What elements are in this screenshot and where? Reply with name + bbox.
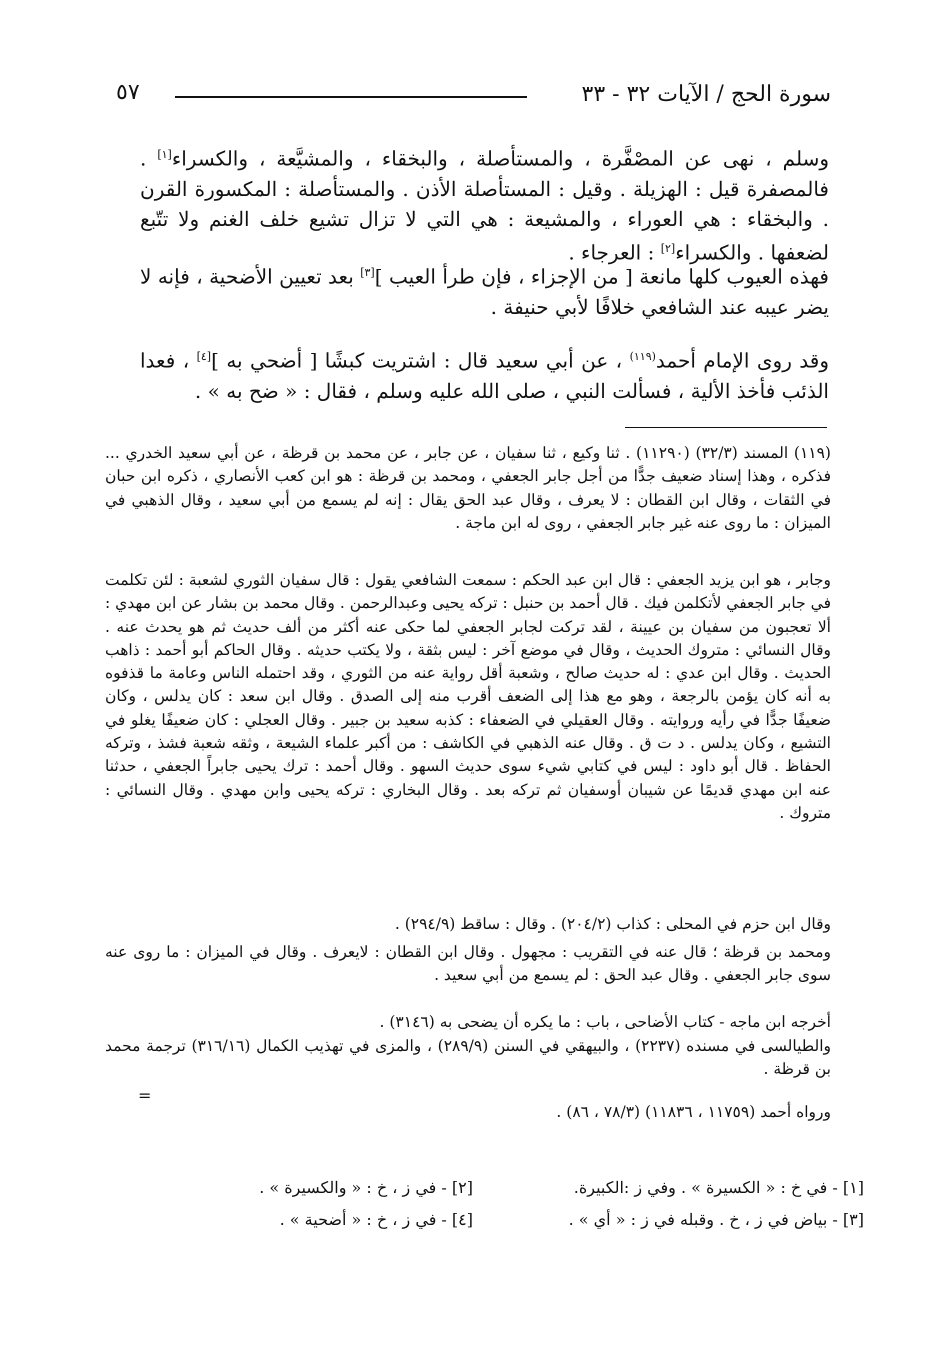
footnote-text: (١١٩) المسند (٣٢/٣) (١١٢٩٠) . ثنا وكيع ، ثنا سفيان ، عن جابر ، عن محمد بن قرظة ، عن أبي سعيد الخدري ... فذكره ، وهذا إسناد ضعيف جدًّا من أجل جابر الجعفي ، ومحمد بن قرظة : هو ابن كعب الأنصاري ، ذكره ابن حبان في الثقات ، وقال ابن القطان : لا يعرف ، وقال عبد الحق يقال : إنه لم يسمع من أبي سعيد ، وقال الذهبي في الميزان : ما روى عنه غير جابر الجعفي ، روى له ابن ماجة . <box>105 444 831 532</box>
body-paragraph-2 <box>140 258 829 322</box>
footnote-ref-119: (١١٩) <box>629 350 656 363</box>
footnote-text: وقال ابن حزم في المحلى : كذاب (٢٠٤/٢) . وقال : ساقط (٢٩٤/٩) . <box>394 915 831 933</box>
variant-ref-2: [٢] <box>660 241 676 255</box>
footnote-119 <box>105 442 831 535</box>
variant-note-3: [٣] - بياض في ز ، خ . وقبله في ز : « أي » . <box>568 1210 864 1229</box>
header-rule <box>175 96 527 98</box>
variant-ref-4: [٤] <box>196 350 212 363</box>
running-header-title: سورة الحج / الآيات ٣٢ - ٣٣ <box>581 82 831 107</box>
footnote-ibn-hazm <box>105 913 831 936</box>
variant-ref-3: [٣] <box>360 266 375 279</box>
body-text-segment: بعد تعيين الأضحية ، فإنه لا يضر عيبه عند الشافعي خلافًا لأبي حنيفة . <box>140 264 829 319</box>
footnote-muhammad-qurazah <box>105 941 831 988</box>
footnote-tayalisi <box>105 1035 831 1082</box>
footnote-text: وجابر ، هو ابن يزيد الجعفي : قال ابن عبد الحكم : سمعت الشافعي يقول : قال سفيان الثوري لشعبة : لئن تكلمت في جابر الجعفي لأتكلمن فيك . قال أحمد بن حنبل : تركه يحيى وعبدالرحمن . وقال محمد بن بشار عن ابن مهدي : ألا تعجبون من سفيان بن عيينة ، لقد تركت لجابر الجعفي لما حكى عنه أكثر من ألف حديث ثم هو يحدث عنه . وقال النسائي : متروك الحديث ، وقال في موضع آخر : ليس بثقة ، ولا يكتب حديثه . وقال الحاكم أبو أحمد : ذاهب الحديث . وقال ابن عدي : له حديث صالح ، وشعبة أقل رواية عنه من الثوري ، وقد احتمله الناس وعامة ما قذفوه به أنه كان يؤمن بالرجعة ، وهو مع هذا إلى الضعف أقرب منه إلى الصدق . وقال ابن سعد : كان يدلس ، وكان ضعيفًا جدًّا في رأيه وروايته . وقال العقيلي في الضعفاء : كذبه سعيد بن جبير . وقال العجلي : كان ضعيفًا يغلو في التشيع ، وكان يدلس . د ت ق . وقال عنه الذهبي في الكاشف : من أكبر علماء الشيعة ، وثقه شعبة فشذ ، وتركه الحفاظ . قال أبو داود : ليس في كتابي شيء سوى حديث السهو . وقال أحمد : ترك يحيى جابراً الجعفي ، حدثنا عنه ابن مهدي قديمًا عن شيبان أوسفيان ثم تركه بعد . وقال البخاري : تركه يحيى وابن مهدي . وقال النسائي : متروك . <box>105 571 832 822</box>
body-text-segment: فهذه العيوب كلها مانعة [ من الإجزاء ، فإن طرأ العيب ] <box>374 264 829 289</box>
body-text-segment: وسلم ، نهى عن المصْفَّرة ، والمستأصلة ، والبخقاء ، والمشيَّعة ، والكسراء <box>171 146 829 171</box>
footnote-text: أخرجه ابن ماجه - كتاب الأضاحى ، باب : ما يكره أن يضحى به (٣١٤٦) . <box>379 1013 831 1031</box>
footnote-jabir <box>105 569 831 825</box>
body-text-segment: ، عن أبي سعيد قال : اشتريت كبشًا [ أضحي به ] <box>211 348 630 373</box>
page-number: ٥٧ <box>116 80 140 105</box>
continuation-mark: = <box>138 1086 152 1105</box>
footnote-separator <box>625 427 827 428</box>
body-text-segment: . فالمصفرة قيل : الهزيلة . وقيل : المستأصلة الأذن . والمستأصلة : المكسورة القرن . والبخقاء : هي العوراء ، والمشيعة : هي التي لا تزال تشيع خلف الغنم ولا تتّبع لضعفها . والكسراء <box>140 146 829 265</box>
variant-note-2: [٢] - في ز ، خ : « والكسيرة » . <box>259 1178 473 1197</box>
body-paragraph-3 <box>140 342 829 406</box>
variant-ref-1: [١] <box>157 148 172 161</box>
body-text-segment: وقد روى الإمام أحمد <box>655 348 830 373</box>
variant-note-1: [١] - في خ : « الكسيرة » . وفي ز :الكبيرة. <box>573 1178 864 1197</box>
variant-note-4: [٤] - في ز ، خ : « أضحية » . <box>279 1210 473 1229</box>
footnote-ibn-majah <box>105 1011 831 1034</box>
footnote-text: ورواه أحمد (١١٧٥٩ ، ١١٨٣٦) (٧٨/٣ ، ٨٦) . <box>556 1103 831 1121</box>
body-text-segment: ، فعدا الذئب فأخذ الألية ، فسألت النبي ، صلى الله عليه وسلم ، فقال : « ضح به » . <box>140 348 829 403</box>
footnote-ahmad <box>105 1101 831 1124</box>
body-text-segment: : العرجاء . <box>568 240 661 265</box>
body-paragraph-1 <box>140 140 829 267</box>
footnote-text: ومحمد بن قرظة ؛ قال عنه في التقريب : مجهول . وقال ابن القطان : لايعرف . وقال في الميزان : ما روى عنه سوى جابر الجعفي . وقال عبد الحق : لم يسمع من أبي سعيد . <box>105 943 831 985</box>
footnote-text: والطيالسى في مسنده (٢٢٣٧) ، والبيهقي في السنن (٢٨٩/٩) ، والمزى في تهذيب الكمال (٣١٦/١٦) ترجمة محمد بن قرظة . <box>105 1037 831 1079</box>
